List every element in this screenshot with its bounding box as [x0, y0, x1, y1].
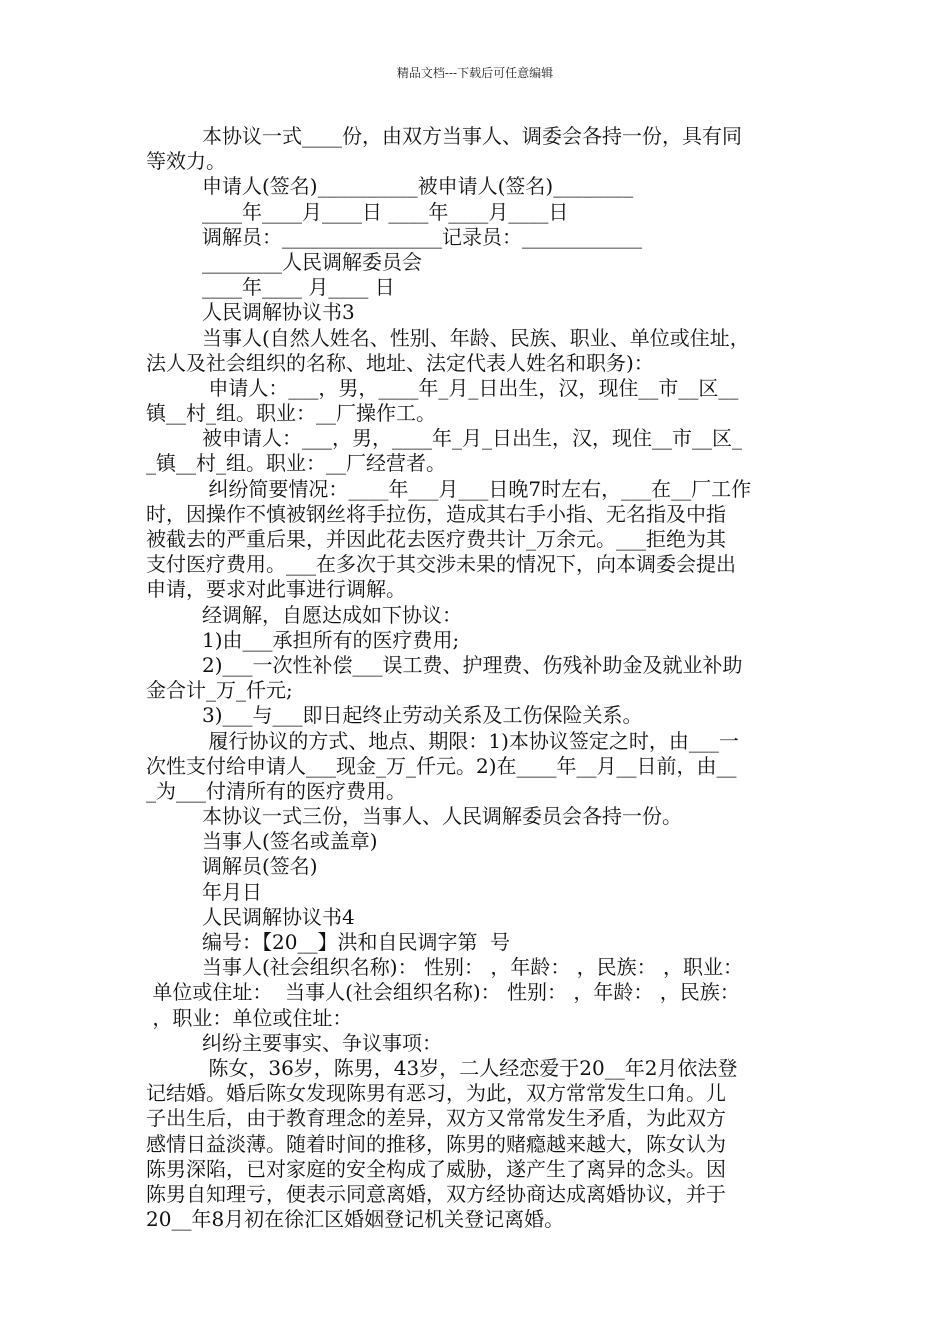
- text-line: 法人及社会组织的名称、地址、法定代表人姓名和职务)：: [146, 350, 654, 375]
- text-line: 镇__村_组。职业：__厂操作工。: [146, 401, 436, 426]
- text-line: 单位或住址： 当事人(社会组织名称)： 性别： ，年龄： ，民族：: [146, 980, 740, 1005]
- text-line: 年月日: [202, 879, 262, 904]
- text-line: 申请，要求对此事进行调解。: [146, 577, 406, 602]
- text-line: 人民调解协议书3: [202, 300, 355, 325]
- text-line: 当事人(社会组织名称)： 性别： ，年龄： ，民族： ，职业：: [202, 955, 744, 980]
- text-line: 3)___与___即日起终止劳动关系及工伤保险关系。: [202, 703, 643, 728]
- text-line: 金合计_万_仟元;: [146, 678, 293, 703]
- text-line: 当事人(签名或盖章): [202, 829, 378, 854]
- text-line: _镇__村_组。职业：__厂经营者。: [146, 451, 446, 476]
- page-header: 精品文档---下载后可任意编辑: [396, 66, 554, 80]
- text-line: 记结婚。婚后陈女发现陈男有恶习，为此，双方常常发生口角。儿: [146, 1081, 726, 1106]
- text-line: 时，因操作不慎被钢丝将手拉伤，造成其右手小指、无名指及中指: [146, 501, 726, 526]
- text-line: 陈女，36岁，陈男，43岁，二人经恋爱于20__年2月依法登: [202, 1055, 738, 1080]
- text-line: 申请人：___，男，____年_月_日出生，汉，现住__市__区__: [202, 375, 739, 400]
- text-line: 经调解，自愿达成如下协议：: [202, 602, 462, 627]
- text-line: ，职业：单位或住址：: [146, 1005, 353, 1030]
- text-line: 次性支付给申请人___现金_万_仟元。2)在____年__月__日前，由__: [146, 753, 737, 778]
- text-line: 履行协议的方式、地点、期限：1)本协议签定之时，由___一: [202, 728, 739, 753]
- text-line: 被截去的严重后果，并因此花去医疗费共计_万余元。___拒绝为其: [146, 527, 726, 551]
- text-line: ____年____ 月____ 日: [202, 275, 395, 300]
- text-line: 本协议一式____份，由双方当事人、调委会各持一份，具有同: [202, 124, 742, 148]
- text-line: ________人民调解委员会: [202, 249, 422, 274]
- document-body: [146, 124, 811, 1232]
- text-line: 调解员(签名): [202, 854, 318, 879]
- text-line: 20__年8月初在徐汇区婚姻登记机关登记离婚。: [146, 1207, 565, 1232]
- text-line: 子出生后，由于教育理念的差异，双方又常常发生矛盾，为此双方: [146, 1106, 726, 1131]
- text-line: 纠纷主要事实、争议事项：: [202, 1030, 442, 1055]
- text-line: 陈男深陷，已对家庭的安全构成了威胁，遂产生了离异的念头。因: [146, 1156, 726, 1181]
- text-line: 编号：【20__】洪和自民调字第 号: [202, 930, 511, 954]
- text-line: 当事人(自然人姓名、性别、年龄、民族、职业、单位或住址，: [202, 325, 750, 350]
- text-line: 陈男自知理亏，便表示同意离婚，双方经协商达成离婚协议，并于: [146, 1181, 726, 1206]
- text-line: _为___付清所有的医疗费用。: [146, 778, 406, 803]
- text-line: 2)___一次性补偿___误工费、护理费、伤残补助金及就业补助: [202, 652, 743, 677]
- text-line: 1)由___承担所有的医疗费用;: [202, 627, 460, 652]
- text-line: 调解员：________________记录员：____________: [202, 224, 642, 249]
- text-line: 感情日益淡薄。随着时间的推移，陈男的赌瘾越来越大，陈女认为: [146, 1131, 726, 1156]
- text-line: 本协议一式三份，当事人、人民调解委员会各持一份。: [202, 804, 682, 829]
- text-line: 支付医疗费用。___在多次于其交涉未果的情况下，向本调委会提出: [146, 552, 736, 577]
- text-line: 人民调解协议书4: [202, 904, 355, 929]
- text-line: 纠纷简要情况：____年___月___日晚7时左右，___在__厂工作: [202, 476, 752, 501]
- text-line: 等效力。: [146, 149, 226, 174]
- text-line: ____年____月____日 ____年____月____日: [202, 199, 569, 224]
- text-line: 申请人(签名)__________被申请人(签名)________: [202, 174, 634, 199]
- text-line: 被申请人：___，男，____年_月_日出生，汉，现住__市__区_: [202, 426, 742, 451]
